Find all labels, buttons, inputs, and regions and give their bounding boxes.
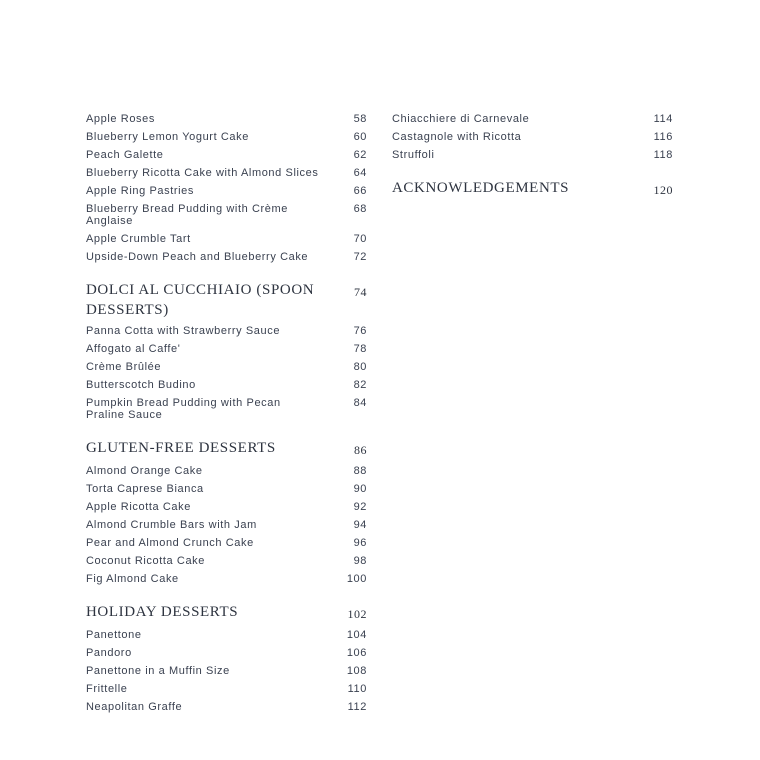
toc-entry-page: 104: [346, 629, 367, 641]
toc-entry-title: Pumpkin Bread Pudding with Pecan Praline Sauce: [86, 397, 281, 421]
toc-entry-page: 60: [353, 131, 367, 143]
toc-entry-page: 116: [653, 131, 673, 143]
toc-entry-page: 94: [353, 519, 367, 531]
toc-entry[interactable]: [86, 167, 367, 179]
toc-entry[interactable]: [86, 573, 367, 585]
toc-entry-page: 78: [353, 343, 367, 355]
toc-entry-title: Pear and Almond Crunch Cake: [86, 537, 254, 549]
toc-entry-page: 80: [353, 361, 367, 373]
toc-entry[interactable]: [86, 629, 367, 641]
toc-entry-title: Frittelle: [86, 683, 128, 695]
toc-entry-page: 62: [353, 149, 367, 161]
toc-entry-page: 110: [347, 683, 367, 695]
toc-entry-title: Neapolitan Graffe: [86, 701, 183, 713]
toc-entry[interactable]: [86, 361, 367, 373]
toc-section-gluten-free[interactable]: [86, 438, 367, 460]
toc-entry-page: 70: [353, 233, 367, 245]
toc-entry[interactable]: [86, 203, 367, 227]
toc-entry-title: Panna Cotta with Strawberry Sauce: [86, 325, 281, 337]
section-title: GLUTEN-FREE DESSERTS: [86, 440, 276, 456]
toc-entry[interactable]: [86, 701, 367, 713]
toc-entry[interactable]: [392, 149, 673, 161]
toc-entry-title: Panettone in a Muffin Size: [86, 665, 230, 677]
section-page: 74: [354, 285, 367, 299]
toc-entry[interactable]: [86, 233, 367, 245]
toc-entry-page: 92: [353, 501, 367, 513]
toc-entry-page: 98: [353, 555, 367, 567]
toc-entry-page: 76: [353, 325, 367, 337]
toc-entry[interactable]: [86, 519, 367, 531]
toc-entry-page: 100: [346, 573, 367, 585]
toc-entry[interactable]: [86, 149, 367, 161]
toc-entry-title: Coconut Ricotta Cake: [86, 555, 205, 567]
section-title: ACKNOWLEDGEMENTS: [392, 180, 570, 196]
toc-entry-title: Chiacchiere di Carnevale: [392, 113, 530, 125]
toc-entry-page: 108: [346, 665, 367, 677]
toc-entry-page: 88: [353, 465, 367, 477]
toc-entry[interactable]: [86, 465, 367, 477]
toc-section-acknowledgements[interactable]: [392, 178, 673, 200]
toc-entry[interactable]: [86, 185, 367, 197]
toc-entry-title: Almond Orange Cake: [86, 465, 203, 477]
toc-entry-title: Apple Ring Pastries: [86, 185, 195, 197]
toc-entry-page: 82: [353, 379, 367, 391]
section-title: HOLIDAY DESSERTS: [86, 604, 239, 620]
toc-section-holiday-desserts[interactable]: [86, 602, 367, 624]
toc-entry-title: Apple Crumble Tart: [86, 233, 191, 245]
toc-left-column: [86, 108, 367, 719]
toc-entry-title: Blueberry Ricotta Cake with Almond Slices: [86, 167, 319, 179]
toc-entry[interactable]: [86, 379, 367, 391]
toc-entry-title: Pandoro: [86, 647, 132, 659]
toc-entry-page: 114: [653, 113, 673, 125]
section-page: 102: [347, 607, 367, 621]
toc-entry[interactable]: [392, 131, 673, 143]
toc-entry[interactable]: [392, 113, 673, 125]
toc-entry-page: 72: [353, 251, 367, 263]
toc-section-spoon-desserts[interactable]: [86, 280, 367, 320]
toc-entry-page: 66: [353, 185, 367, 197]
toc-entry[interactable]: [86, 113, 367, 125]
toc-entry-title: Castagnole with Ricotta: [392, 131, 522, 143]
toc-entry-page: 68: [353, 203, 367, 215]
toc-entry-title: Panettone: [86, 629, 142, 641]
toc-entry[interactable]: [86, 343, 367, 355]
toc-entry-title: Apple Roses: [86, 113, 155, 125]
toc-entry-page: 96: [353, 537, 367, 549]
toc-entry-page: 58: [353, 113, 367, 125]
toc-right-column: [392, 108, 673, 204]
toc-entry-title: Peach Galette: [86, 149, 164, 161]
toc-entry-title: Apple Ricotta Cake: [86, 501, 191, 513]
toc-entry-title: Upside-Down Peach and Blueberry Cake: [86, 251, 309, 263]
toc-entry[interactable]: [86, 483, 367, 495]
toc-entry[interactable]: [86, 397, 367, 421]
toc-entry-page: 64: [353, 167, 367, 179]
toc-entry-title: Almond Crumble Bars with Jam: [86, 519, 257, 531]
section-page: 86: [354, 443, 367, 457]
toc-entry-title: Blueberry Lemon Yogurt Cake: [86, 131, 249, 143]
toc-entry-title: Fig Almond Cake: [86, 573, 179, 585]
toc-entry[interactable]: [86, 647, 367, 659]
toc-entry[interactable]: [86, 537, 367, 549]
section-title: DOLCI AL CUCCHIAIO (SPOON DESSERTS): [86, 282, 315, 318]
toc-entry-title: Struffoli: [392, 149, 435, 161]
toc-entry[interactable]: [86, 251, 367, 263]
toc-entry-title: Crème Brûlée: [86, 361, 162, 373]
toc-entry-page: 112: [347, 701, 367, 713]
toc-entry[interactable]: [86, 665, 367, 677]
toc-entry[interactable]: [86, 555, 367, 567]
toc-entry[interactable]: [86, 683, 367, 695]
toc-entry-title: Torta Caprese Bianca: [86, 483, 204, 495]
toc-entry-page: 90: [353, 483, 367, 495]
toc-entry-title: Butterscotch Budino: [86, 379, 196, 391]
toc-entry-title: Affogato al Caffe': [86, 343, 181, 355]
toc-entry-page: 106: [346, 647, 367, 659]
toc-entry[interactable]: [86, 325, 367, 337]
toc-entry[interactable]: [86, 131, 367, 143]
toc-entry-page: 84: [353, 397, 367, 409]
toc-entry-page: 118: [653, 149, 673, 161]
section-page: 120: [653, 183, 673, 197]
toc-entry[interactable]: [86, 501, 367, 513]
toc-entry-title: Blueberry Bread Pudding with Crème Anglaise: [86, 203, 288, 227]
